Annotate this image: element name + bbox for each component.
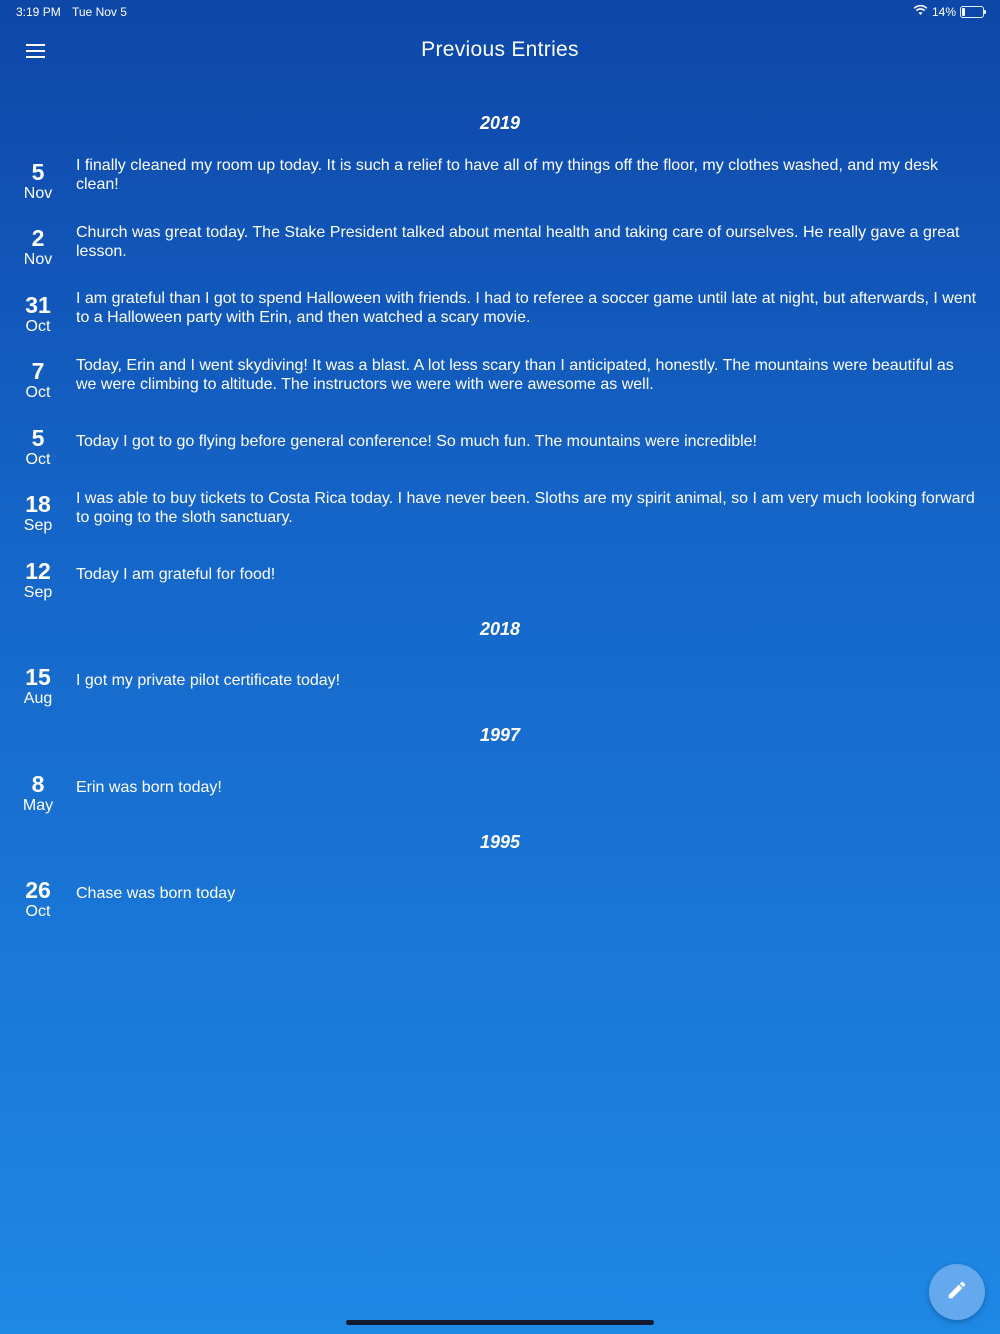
entry-row[interactable] [0,760,1000,827]
entry-row[interactable] [0,481,1000,548]
pencil-icon [946,1279,968,1306]
entry-month: May [22,796,54,814]
entry-row[interactable] [0,654,1000,721]
home-indicator [346,1320,654,1325]
entry-date [0,878,76,921]
entry-date [0,559,76,602]
battery-icon [960,6,984,18]
entry-row[interactable] [0,215,1000,282]
entry-day: 12 [25,557,51,584]
entry-month: Aug [23,690,53,708]
entry-text: I got my private pilot certificate today! [76,672,341,690]
entry-text: Church was great today. The Stake President talked about mental health and taking care of ourselves. He really gave a great lesson. [76,223,960,260]
entry-month: Oct [25,317,51,335]
entry-day: 2 [31,225,45,252]
entry-month: Oct [25,450,51,468]
entry-day: 15 [25,664,51,691]
entry-month: Nov [23,251,53,269]
entry-row[interactable] [0,148,1000,215]
year-header: 1995 [479,831,521,852]
entries-list [0,108,1000,933]
status-time: 3:19 PM [16,5,61,19]
new-entry-button[interactable] [929,1264,985,1320]
entry-date [0,226,76,269]
entry-day: 18 [25,491,51,518]
entry-text: I was able to buy tickets to Costa Rica today. I have never been. Sloths are my spirit animal, so I am very much looking forward to going to the sloth sanctuary. [76,489,975,526]
entry-date [0,772,76,815]
year-header: 1997 [479,725,521,745]
entry-month: Oct [25,903,51,921]
entry-day: 8 [31,770,45,797]
entry-month: Sep [23,583,53,601]
battery-percent: 14% [931,4,956,19]
entry-text: I am grateful than I got to spend Halloween with friends. I had to referee a soccer game until late at night, but afterwards, I went to a Halloween party with Erin, and then watched a scary movie. [76,290,977,327]
entry-text: Erin was born today! [76,778,222,796]
entry-day: 5 [31,424,45,451]
entry-day: 26 [25,877,51,904]
entry-text: Today I got to go flying before general conference! So much fun. The mountains were incredible! [76,432,757,450]
entry-date [0,665,76,708]
entry-date [0,293,76,336]
entry-month: Sep [23,517,53,535]
entry-date [0,492,76,535]
status-date: Tue Nov 5 [72,5,127,19]
entry-row[interactable] [0,547,1000,614]
entry-text: Today, Erin and I went skydiving! It was a blast. A lot less scary than I anticipated, honestly. The mountains were beautiful as we were climbing to altitude. The instructors we were with were awesome as well. [76,356,954,393]
entry-text: Today I am grateful for food! [76,565,276,583]
year-header: 2019 [479,113,521,133]
year-header: 2018 [479,618,521,639]
entry-day: 31 [25,291,51,318]
entry-month: Oct [25,384,51,402]
entry-row[interactable] [0,281,1000,348]
entry-month: Nov [23,184,53,202]
battery-level [962,8,965,16]
wifi-icon [913,4,928,19]
entry-date [0,160,76,203]
status-indicators [913,4,984,19]
status-bar [0,0,1000,24]
entry-day: 7 [31,358,45,385]
entry-text: Chase was born today [76,885,236,903]
entry-date [0,359,76,402]
entry-text: I finally cleaned my room up today. It is such a relief to have all of my things off the floor, my clothes washed, and my desk clean! [76,157,939,194]
entry-row[interactable] [0,348,1000,415]
page-title: Previous Entries [421,38,579,61]
entry-date [0,426,76,469]
entry-row[interactable] [0,414,1000,481]
entry-day: 5 [31,158,45,185]
entry-row[interactable] [0,867,1000,934]
